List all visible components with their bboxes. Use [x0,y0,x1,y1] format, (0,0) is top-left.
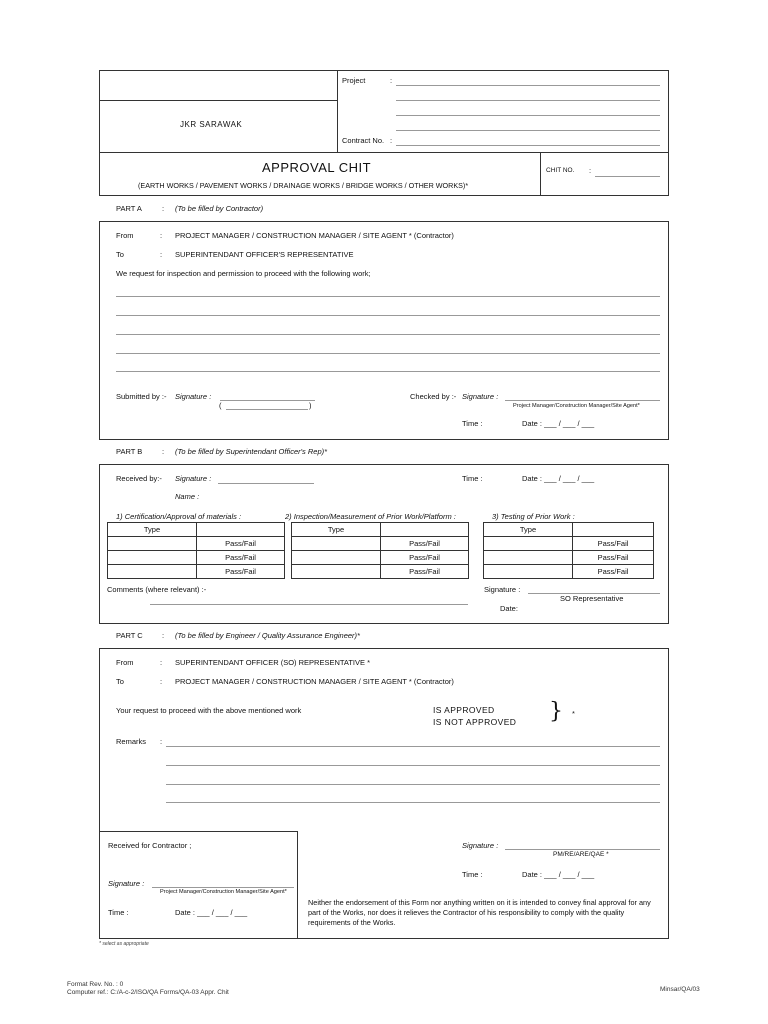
part-c-to-label: To [116,677,124,686]
remarks-line-3 [166,784,660,785]
work-line-3 [116,334,660,335]
is-not-approved: IS NOT APPROVED [433,717,517,727]
received-by-label: Received by:- [116,474,162,483]
work-line-4 [116,353,660,354]
form-subtitle: (EARTH WORKS / PAVEMENT WORKS / DRAINAGE WORKS / BRIDGE WORKS / OTHER WORKS)* [138,181,469,190]
part-c-time: Time : [108,908,129,917]
table-3-title: 3) Testing of Prior Work : [492,512,575,521]
part-c-date-right: Date : ___ / ___ / ___ [522,870,595,879]
part-c-sep: : [162,631,165,640]
part-a-to-value: SUPERINTENDANT OFFICER'S REPRESENTATIVE [175,250,354,259]
remarks-colon: : [160,737,163,746]
part-c-from-value: SUPERINTENDANT OFFICER (SO) REPRESENTATIVE * [175,658,371,667]
remarks-line-2 [166,765,660,766]
type-header: Type [108,523,197,537]
part-c-to-sep: : [160,677,163,686]
part-b-label: PART B [116,447,143,456]
part-c-date: Date : ___ / ___ / ___ [175,908,248,917]
part-a-date: Date : ___ / ___ / ___ [522,419,595,428]
checked-label: Checked by :- [410,392,457,401]
part-c-sig-line [152,887,294,888]
remarks-line-4 [166,802,660,803]
part-a-to-label: To [116,250,124,259]
part-b-sig2: Signature : [484,585,521,594]
chit-line [595,176,660,177]
pass-fail-cell: Pass/Fail [197,565,285,579]
part-b-time: Time : [462,474,483,483]
part-c-sig-right-line [505,849,660,850]
part-c-from-label: From [116,658,134,667]
doc-code: Minsar/QA/03 [660,986,700,993]
work-line-5 [116,371,660,372]
part-a-from-sep: : [160,231,163,240]
pass-fail-cell: Pass/Fail [573,565,654,579]
pm-caption-a: Project Manager/Construction Manager/Site Agent* [513,403,640,409]
part-c-request: Your request to proceed with the above mentioned work [116,706,302,715]
type-header: Type [292,523,381,537]
part-b-sep: : [162,447,165,456]
table-1-title: 1) Certification/Approval of materials : [116,512,242,521]
format-rev: Format Rev. No. : 0 [67,981,124,988]
project-line-3 [396,115,660,116]
part-b-name: Name : [175,492,200,501]
computer-ref: Computer ref.: C:/A-c-2/ISO/QA Forms/QA-03 Appr. Chit [67,989,229,996]
submitted-signature: Signature : [175,392,212,401]
project-line-1 [396,85,660,86]
contract-colon: : [390,136,393,145]
part-a-from-label: From [116,231,134,240]
paren-open: ( [219,401,222,410]
pass-fail-cell: Pass/Fail [197,537,285,551]
org-name: JKR SARAWAK [180,120,243,129]
checked-sig-line [505,400,660,401]
project-line-2 [396,100,660,101]
remarks-line-1 [166,746,660,747]
header-box [99,70,669,196]
contract-label: Contract No. [342,136,385,145]
part-b-date2: Date: [500,604,518,613]
table-2-title: 2) Inspection/Measurement of Prior Work/Platform : [285,512,456,521]
approval-brace: } [549,699,563,724]
chit-label: CHIT NO. [546,167,575,174]
part-c-label: PART C [116,631,143,640]
form-title: APPROVAL CHIT [262,160,372,175]
part-b-note: (To be filled by Superintendant Officer's Rep)* [175,447,328,456]
part-a-from-value: PROJECT MANAGER / CONSTRUCTION MANAGER / SITE AGENT * (Contractor) [175,231,454,240]
pass-fail-cell: Pass/Fail [381,551,469,565]
part-c-from-sep: : [160,658,163,667]
disclaimer: Neither the endorsement of this Form nor anything written on it is intended to convey final approval for any part of the Works, nor does it relieves the Contractor of his responsibility to comply with the quality requirements of the Works. [308,898,651,927]
project-colon: : [390,76,393,85]
submitted-sig-line [220,400,315,401]
materials-table [107,522,285,579]
header-separator [99,100,337,101]
remarks-label: Remarks [116,737,147,746]
part-a-request: We request for inspection and permission to proceed with the following work; [116,269,371,278]
part-c-to-value: PROJECT MANAGER / CONSTRUCTION MANAGER / SITE AGENT * (Contractor) [175,677,454,686]
approval-star: * [572,709,575,718]
part-a-label: PART A [116,204,142,213]
work-line-2 [116,315,660,316]
project-label: Project [342,76,366,85]
pm-caption-c: Project Manager/Construction Manager/Site Agent* [160,889,287,895]
project-line-4 [396,130,660,131]
pass-fail-cell: Pass/Fail [197,551,285,565]
inspection-table [291,522,469,579]
part-b-sig-line [218,483,314,484]
work-line-1 [116,296,660,297]
comments-label: Comments (where relevant) :- [107,585,207,594]
paren-line [226,409,308,410]
type-header: Type [484,523,573,537]
contract-line [396,145,660,146]
pass-fail-cell: Pass/Fail [573,537,654,551]
part-a-time: Time : [462,419,483,428]
checked-signature: Signature : [462,392,499,401]
testing-table [483,522,654,579]
pass-fail-cell: Pass/Fail [573,551,654,565]
header-divider [337,70,338,152]
received-for-label: Received for Contractor ; [108,841,192,850]
select-note: * select as appropriate [99,941,149,947]
is-approved: IS APPROVED [433,705,495,715]
part-a-note: (To be filled by Contractor) [175,204,264,213]
paren-close: ) [309,401,312,410]
part-b-signature: Signature : [175,474,212,483]
pm-re-caption: PM/RE/ARE/QAE * [553,851,609,858]
chit-colon: : [589,166,592,175]
comments-line [150,604,468,605]
part-c-sig-right: Signature : [462,841,499,850]
part-b-date: Date : ___ / ___ / ___ [522,474,595,483]
pass-fail-cell: Pass/Fail [381,537,469,551]
part-a-sep: : [162,204,165,213]
part-c-note: (To be filled by Engineer / Quality Assurance Engineer)* [175,631,360,640]
part-c-time-right: Time : [462,870,483,879]
part-a-to-sep: : [160,250,163,259]
so-rep-caption: SO Representative [560,594,624,603]
header-title-separator [99,152,669,153]
part-c-signature: Signature : [108,879,145,888]
chit-divider [540,152,541,196]
pass-fail-cell: Pass/Fail [381,565,469,579]
submitted-label: Submitted by :- [116,392,167,401]
